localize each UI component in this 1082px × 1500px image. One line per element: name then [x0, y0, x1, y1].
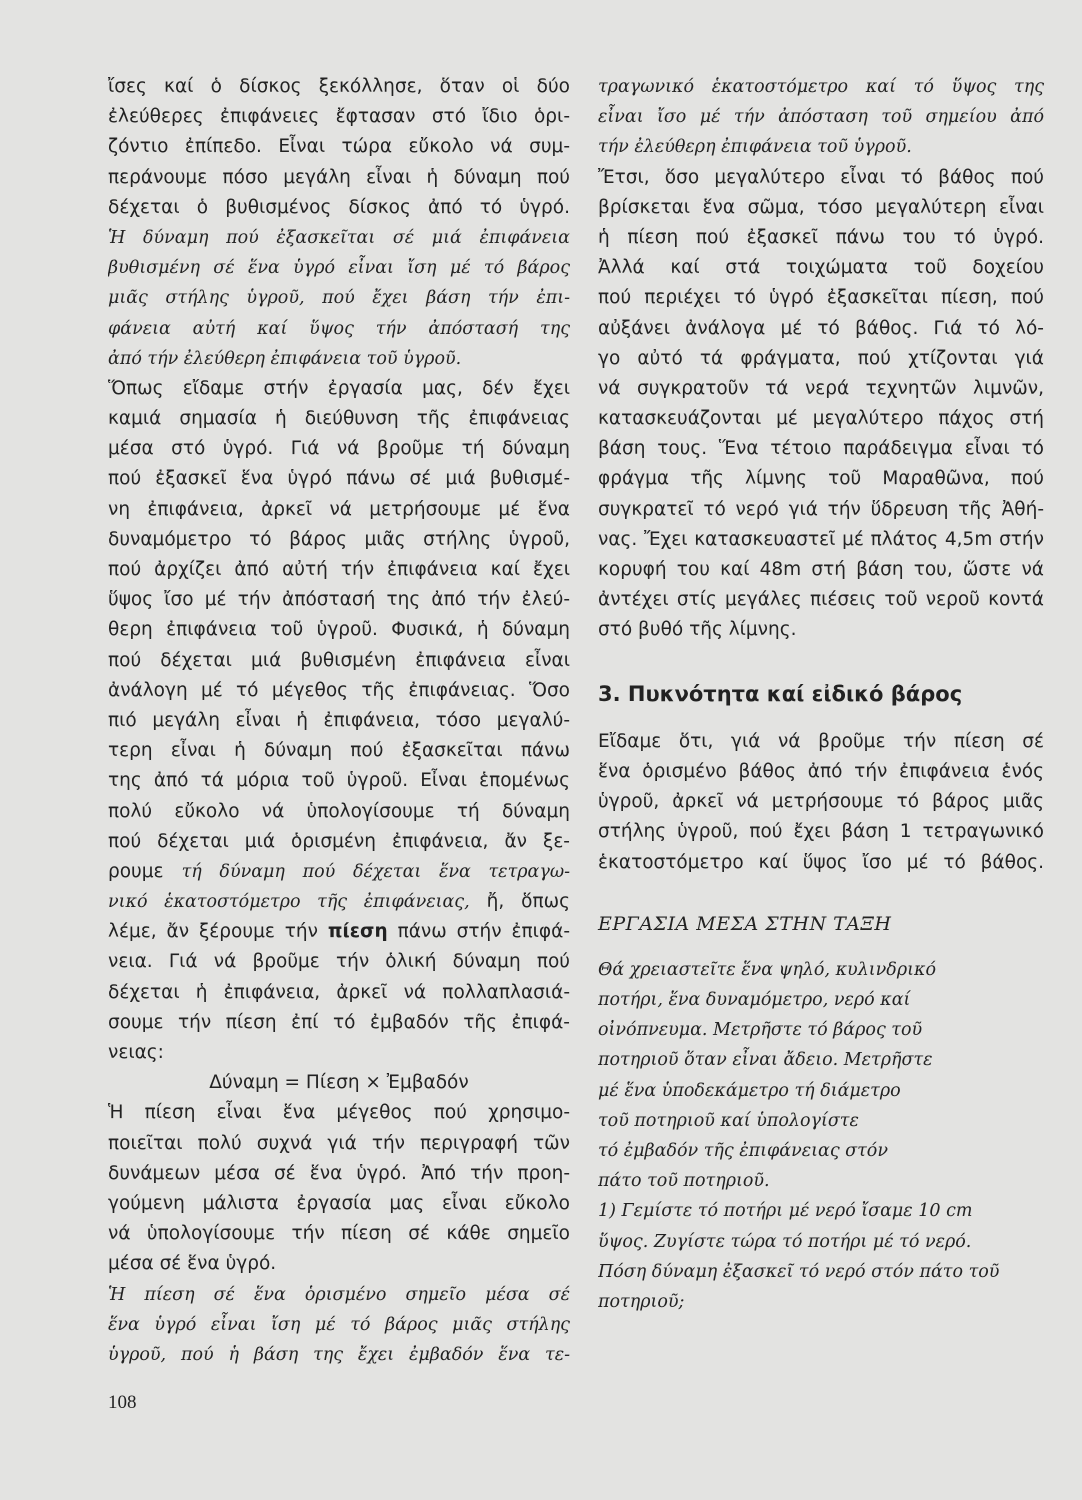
text-line: ἑκατοστόμετρο καί ὕψος ἴσο μέ τό βάθος. [598, 851, 1044, 873]
page-number: 108 [108, 1392, 137, 1413]
text-line: νειας: [108, 1042, 164, 1063]
rule-line: φάνεια αὐτή καί ὕψος τήν ἀπόστασή της [108, 318, 570, 339]
text-line: πού περιέχει τό ὑγρό ἐξασκεῖται πίεση, πού [598, 287, 1044, 309]
text-line: νη ἐπιφάνεια, ἀρκεῖ νά μετρήσουμε μέ ἕνα [108, 498, 570, 520]
text-line: πιό μεγάλη εἶναι ἡ ἐπιφάνεια, τόσο μεγαλύ- [108, 709, 570, 731]
text-line: δυνάμεων μέσα σέ ἕνα ὑγρό. Ἀπό τήν προη- [108, 1162, 570, 1184]
bold-term: πίεση [327, 921, 388, 943]
italic-span: νικό ἑκατοστόμετρο τῆς ἐπιφάνειας, [108, 892, 470, 913]
text-line: πού δέχεται μιά ὁρισμένη ἐπιφάνεια, ἄν ξε- [108, 830, 570, 852]
class-work-title: ΕΡΓΑΣΙΑ ΜΕΣΑ ΣΤΗΝ ΤΑΞΗ [598, 912, 892, 935]
spacer [598, 646, 1044, 676]
text-line: ἴσες καί ὁ δίσκος ξεκόλλησε, ὅταν οἱ δύο [108, 76, 570, 97]
text-line: γούμενη μάλιστα ἐργασία μας εἶναι εὔκολο [108, 1192, 570, 1214]
text-line: στό βυθό τῆς λίμνης. [598, 619, 797, 641]
instruction-line: τοῦ ποτηριοῦ καί ὑπολογίστε [598, 1110, 859, 1131]
spacer [598, 878, 1044, 908]
text-line: βάση τους. Ἕνα τέτοιο παράδειγμα εἶναι τό [598, 438, 1044, 460]
text-line: ἀνάλογη μέ τό μέγεθος τῆς ἐπιφάνειας. Ὅσο [108, 679, 570, 701]
rule-line: ἕνα ὑγρό εἶναι ἴση μέ τό βάρος μιᾶς στήλης [108, 1314, 570, 1335]
left-column [108, 72, 570, 1370]
rule-line: τραγωνικό ἑκατοστόμετρο καί τό ὕψος της [598, 77, 1044, 97]
text-line: καμιά σημασία ἡ διεύθυνση τῆς ἐπιφάνειας [108, 408, 570, 430]
section-heading: 3. Πυκνότητα καί εἰδικό βάρος [598, 681, 963, 706]
text-line: στήλης ὑγροῦ, πού ἔχει βάση 1 τετραγωνικό [598, 821, 1044, 843]
text-span: ἤ, ὅπως [469, 891, 570, 913]
text-line: δέχεται ὁ βυθισμένος δίσκος ἀπό τό ὑγρό. [108, 196, 570, 218]
text-line: θερη ἐπιφάνεια τοῦ ὑγροῦ. Φυσικά, ἡ δύναμη [108, 619, 570, 641]
text-span: πάνω στήν ἐπιφά- [387, 921, 570, 943]
text-line: πού ἀρχίζει ἀπό αὐτή τήν ἐπιφάνεια καί ἔχει [108, 559, 570, 580]
text-line: Ὅπως εἴδαμε στήν ἐργασία μας, δέν ἔχει [108, 377, 570, 399]
text-line: συγκρατεῖ τό νερό γιά τήν ὕδρευση τῆς Ἀθή- [598, 498, 1044, 520]
text-line: νά συγκρατοῦν τά νερά τεχνητῶν λιμνῶν, [598, 377, 1044, 399]
text-line: νεια. Γιά νά βροῦμε τήν ὁλική δύναμη πού [108, 951, 570, 973]
rule-line: εἶναι ἴσο μέ τήν ἀπόσταση τοῦ σημείου ἀπό [598, 107, 1044, 128]
text-line: νας. Ἔχει κατασκευαστεῖ μέ πλάτος 4,5m στήν [598, 528, 1044, 550]
text-line: πολύ εὔκολο νά ὑπολογίσουμε τή δύναμη [108, 800, 570, 822]
text-line: δέχεται ἡ ἐπιφάνεια, ἀρκεῖ νά πολλαπλασιά- [108, 981, 570, 1003]
instruction-line: μέ ἕνα ὑποδεκάμετρο τή διάμετρο [598, 1080, 901, 1101]
step-line: ποτηριοῦ; [598, 1291, 685, 1312]
text-line: ὑγροῦ, ἀρκεῖ νά μετρήσουμε τό βάρος μιᾶς [598, 791, 1044, 813]
instruction-line: τό ἐμβαδόν τῆς ἐπιφάνειας στόν [598, 1141, 888, 1161]
text-line: τερη εἶναι ἡ δύναμη πού ἐξασκεῖται πάνω [108, 740, 570, 762]
step-line: ὕψος. Ζυγίστε τώρα τό ποτήρι μέ τό νερό. [598, 1231, 972, 1252]
rule-line: Ἡ πίεση σέ ἕνα ὁρισμένο σημεῖο μέσα σέ [108, 1284, 570, 1305]
rule-line: ἀπό τήν ἐλεύθερη ἐπιφάνεια τοῦ ὑγροῦ. [108, 348, 462, 369]
text-line: ἐλεύθερες ἐπιφάνειες ἔφτασαν στό ἴδιο ὁρι- [108, 106, 570, 128]
text-line: μέσα σέ ἕνα ὑγρό. [108, 1253, 277, 1275]
text-line: αὐξάνει ἀνάλογα μέ τό βάθος. Γιά τό λό- [598, 317, 1044, 339]
text-span: ρουμε [108, 860, 182, 882]
step-line: Πόση δύναμη ἐξασκεῖ τό νερό στόν πάτο τοῦ [598, 1261, 1000, 1282]
text-line: κορυφή του καί 48m στή βάση του, ὥστε νά [598, 559, 1044, 580]
text-line: μέσα στό ὑγρό. Γιά νά βροῦμε τή δύναμη [108, 438, 570, 460]
rule-line: βυθισμένη σέ ἕνα ὑγρό εἶναι ἴση μέ τό βάρος [108, 258, 570, 279]
text-line: νά ὑπολογίσουμε τήν πίεση σέ κάθε σημεῖο [108, 1223, 570, 1245]
instruction-line: ποτηριοῦ ὅταν εἶναι ἄδειο. Μετρῆστε [598, 1050, 933, 1071]
text-line: δυναμόμετρο τό βάρος μιᾶς στήλης ὑγροῦ, [108, 528, 570, 550]
text-line: ἀντέχει στίς μεγάλες πιέσεις τοῦ νεροῦ κοντά [598, 589, 1044, 611]
rule-line: ὑγροῦ, πού ἡ βάση της ἔχει ἐμβαδόν ἕνα τε- [108, 1344, 570, 1365]
text-line: πού δέχεται μιά βυθισμένη ἐπιφάνεια εἶναι [108, 649, 570, 671]
text-line [108, 857, 570, 887]
text-line: της ἀπό τά μόρια τοῦ ὑγροῦ. Εἶναι ἑπομένως [108, 770, 570, 792]
instruction-line: οἰνόπνευμα. Μετρῆστε τό βάρος τοῦ [598, 1020, 923, 1041]
instruction-line: Θά χρειαστεῖτε ἕνα ψηλό, κυλινδρικό [598, 959, 936, 980]
spacer [598, 712, 1044, 727]
text-line: κατασκευάζονται μέ μεγαλύτερο πάχος στή [598, 408, 1044, 430]
text-line: ὕψος ἴσο μέ τήν ἀπόστασή της ἀπό τήν ἐλεύ- [108, 589, 570, 611]
text-line: ἕνα ὁρισμένο βάθος ἀπό τήν ἐπιφάνεια ἑνός [598, 760, 1044, 782]
italic-span: τή δύναμη πού δέχεται ἕνα τετραγω- [181, 861, 570, 882]
text-line: πού ἐξασκεῖ ἕνα ὑγρό πάνω σέ μιά βυθισμέ- [108, 468, 570, 490]
step-line: 1) Γεμίστε τό ποτήρι μέ νερό ἴσαμε 10 cm [598, 1201, 973, 1222]
text-line: ποιεῖται πολύ συχνά γιά τήν περιγραφή τῶν [108, 1132, 570, 1154]
rule-line: τήν ἐλεύθερη ἐπιφάνεια τοῦ ὑγροῦ. [598, 137, 912, 158]
formula: Δύναμη = Πίεση × Ἐμβαδόν [209, 1072, 469, 1094]
text-span: λέμε, ἄν ξέρουμε τήν [108, 921, 328, 943]
spacer [598, 940, 1044, 955]
text-line: γο αὐτό τά φράγματα, πού χτίζονται γιά [598, 347, 1044, 369]
text-line: βρίσκεται ἕνα σῶμα, τόσο μεγαλύτερη εἶναι [598, 196, 1044, 218]
instruction-line: πάτο τοῦ ποτηριοῦ. [598, 1171, 770, 1192]
right-column [598, 72, 1044, 1317]
text-line: Εἴδαμε ὅτι, γιά νά βροῦμε τήν πίεση σέ [598, 730, 1044, 752]
text-line: Ἀλλά καί στά τοιχώματα τοῦ δοχείου [598, 257, 1044, 279]
text-line [108, 887, 570, 917]
text-line: περάνουμε πόσο μεγάλη εἶναι ἡ δύναμη πού [108, 166, 570, 188]
text-line [108, 917, 570, 947]
text-line: σουμε τήν πίεση ἐπί τό ἐμβαδόν τῆς ἐπιφά- [108, 1011, 570, 1033]
text-line: ζόντιο ἐπίπεδο. Εἶναι τώρα εὔκολο νά συμ- [108, 136, 570, 158]
text-line: Ἔτσι, ὅσο μεγαλύτερο εἶναι τό βάθος πού [598, 166, 1044, 188]
text-line: φράγμα τῆς λίμνης τοῦ Μαραθῶνα, πού [598, 468, 1044, 490]
text-line: ἡ πίεση πού ἐξασκεῖ πάνω του τό ὑγρό. [598, 226, 1044, 248]
instruction-line: ποτήρι, ἕνα δυναμόμετρο, νερό καί [598, 990, 911, 1011]
rule-line: μιᾶς στήλης ὑγροῦ, πού ἔχει βάση τήν ἐπι- [108, 288, 570, 309]
text-line: Ἡ πίεση εἶναι ἕνα μέγεθος πού χρησιμο- [108, 1102, 570, 1124]
rule-line: Ἡ δύναμη πού ἐξασκεῖται σέ μιά ἐπιφάνεια [108, 227, 570, 248]
